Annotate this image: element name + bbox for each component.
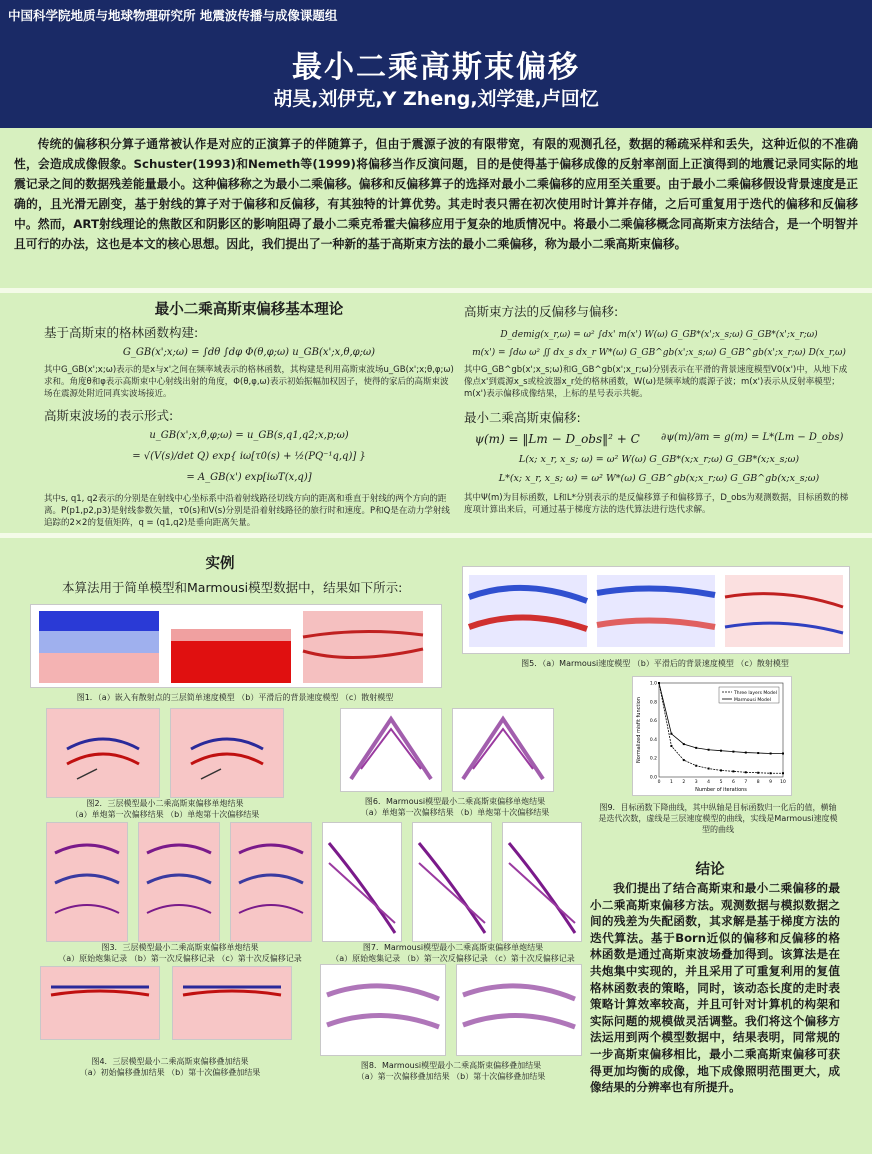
data-point [757,772,759,774]
inverse-note: 其中G_GB^gb(x';x_s;ω)和G_GB^gb(x';x_r;ω)分别表示在平滑的背景速度模型V0(x')中，从地下成像点x'到震源x_s或检波器x_r处的格林函数，W(ω)是频率域的震源子波；m(x')表示从反射率模型；m(x')表示偏移成像结果，上标的星号表示共轭。 [464,365,848,399]
figure-2a [46,708,160,798]
institute-name: 中国科学院地质与地球物理研究所 地震波传播与成像课题组 [8,8,338,23]
figure-8b [456,964,582,1056]
figure-7-caption: 图7．Marmousi模型最小二乘高斯束偏移单炮结果 （a）原始炮集记录 （b）第一次反偏移记录 （c）第十次反偏移记录 [331,943,575,963]
y-tick-label: 0.8 [649,700,657,706]
x-axis-label: Number of iterations [695,787,747,793]
figure-4b [172,966,292,1040]
figure-3-caption: 图3．三层模型最小二乘高斯束偏移单炮结果 （a）原始炮集记录 （b）第一次反偏移记录 （c）第十次反偏移记录 [58,943,302,963]
x-tick-label: 8 [756,780,760,785]
data-point [670,733,672,735]
figure-6a [340,708,442,792]
inverse-formula-1: D_demig(x_r,ω) = ω² ∫dx' m(x') W(ω) G_GB*(x';x_s;ω) G_GB*(x';x_r;ω) [500,330,818,340]
data-point [708,749,710,751]
figure-8a [320,964,446,1056]
beam-formula-3: = A_GB(x') exp[iωT(x,q)] [186,472,312,483]
beam-subtitle: 高斯束波场的表示形式: [44,408,174,423]
data-point [757,752,759,754]
figure-3a [46,822,128,942]
figure-6b [452,708,554,792]
figure-3c [230,822,312,942]
figure-7a [322,822,402,942]
figure-5 [462,566,850,654]
data-point [745,752,747,754]
data-point [695,747,697,749]
green-subtitle: 基于高斯束的格林函数构建: [44,325,199,340]
data-point [695,765,697,767]
x-tick-label: 1 [669,780,673,785]
example-title: 实例 [205,556,235,572]
data-point [683,743,685,745]
data-point [745,771,747,773]
ls-title: 最小二乘高斯束偏移: [464,410,581,425]
x-tick-label: 7 [744,780,748,785]
example-intro: 本算法用于简单模型和Marmousi模型数据中，结果如下所示: [62,580,403,595]
conclusion-title: 结论 [695,862,725,878]
y-tick-label: 0.6 [649,719,657,725]
data-point [770,753,772,755]
conclusion-text: 我们提出了结合高斯束和最小二乘偏移的最小二乘高斯束偏移方法。观测数据与模拟数据之间的残差为失配函数，其求解是基于梯度方法的迭代算法。基于Born近似的偏移和反偏移的格林函数是通过高斯束波场叠加得到。该算法是在共炮集中实现的，并且采用了可重复利用的复值格林函数表的策略，同时，该动态长度的走时表策略计算效率较高，并且可针对计算机的构架和实际问题的规模做灵活调整。我们将这个偏移方法运用到两个模型数据中，结果表明，同常规的一步高斯束偏移相比，最小二乘高斯束偏移可获得更加均衡的成像，地下成像照明范围更大，成像结果的分辨率也有所提升。 [590,881,840,1095]
ls-formula-1b: ∂ψ(m)/∂m = g(m) = L*(Lm − D_obs) [661,432,844,443]
ls-formula-3: L*(x; x_r, x_s; ω) = ω² W*(ω) G_GB^gb(x;x_r;ω) G_GB^gb(x;x_s;ω) [498,473,820,484]
figure-4-caption: 图4．三层模型最小二乘高斯束偏移叠加结果 （a）初始偏移叠加结果 （b）第十次偏移叠加结果 [79,1057,261,1077]
figure-7b [412,822,492,942]
figure-2b [170,708,284,798]
x-tick-label: 6 [731,780,735,785]
theory-panel [44,298,454,529]
ls-formula-2: L(x; x_r, x_s; ω) = ω² W(ω) G_GB*(x;x_r;ω) G_GB*(x;x_s;ω) [518,454,800,465]
x-tick-label: 0 [657,780,661,785]
figure-4a [40,966,160,1040]
data-point [683,759,685,761]
y-axis-label: Normalized misfit function [636,697,642,763]
data-point [670,745,672,747]
y-tick-label: 1.0 [649,681,657,687]
legend-series-1: Three layers Model [734,691,777,696]
ls-note: 其中Ψ(m)为目标函数，L和L*分别表示的是反偏移算子和偏移算子，D_obs为观测数据，目标函数的梯度项计算出来后，可通过基于梯度方法的迭代算法进行迭代求解。 [464,493,849,515]
y-tick-label: 0.2 [649,756,657,762]
poster-title: 最小二乘高斯束偏移 [292,50,580,85]
figure-3b [138,822,220,942]
x-tick-label: 4 [707,780,711,785]
divider [0,288,872,293]
green-formula: G_GB(x';x;ω) = ∫dθ ∫dφ Φ(θ,φ;ω) u_GB(x';x,θ,φ;ω) [122,347,376,358]
inverse-panel [464,302,854,516]
data-point [658,682,660,684]
misfit-chart [633,677,791,795]
beam-formula-2: = √(V(s)/det Q) exp{ iω[τ0(s) + ½(PQ⁻¹q,q)] } [132,451,366,462]
x-tick-label: 5 [719,780,723,785]
figure-2-caption: 图2．三层模型最小二乘高斯束偏移单炮结果 （a）单炮第一次偏移结果 （b）单炮第十次偏移结果 [70,799,260,819]
data-point [782,753,784,755]
divider [0,533,872,538]
ls-formula-1: ψ(m) = ‖Lm − D_obs‖² + C [474,432,640,446]
figure-7c [502,822,582,942]
figure-1-caption: 图1．（a）嵌入有散射点的三层简单速度模型 （b）平滑后的背景速度模型 （c）散射模型 [76,693,394,702]
data-point [708,768,710,770]
inverse-formula-2: m(x') = ∫dω ω² ∬ dx_s dx_r W*(ω) G_GB^gb(x';x_s;ω) G_GB^gb(x';x_r;ω) D(x_r,ω) [472,348,846,358]
data-point [770,772,772,774]
figure-6-caption: 图6．Marmousi模型最小二乘高斯束偏移单炮结果 （a）单炮第一次偏移结果 （b）单炮第十次偏移结果 [360,797,550,817]
figure-9-caption: 图9．目标函数下降曲线，其中纵轴是目标函数归一化后的值，横轴是迭代次数，虚线是三层速度模型的曲线，实线是Marmousi速度模型的曲线 [598,803,838,834]
x-tick-label: 3 [694,780,698,785]
abstract: 传统的偏移积分算子通常被认作是对应的正演算子的伴随算子，但由于震源子波的有限带宽，有限的观测孔径，数据的稀疏采样和丢失，这种近似的不准确性，会造成成像假象。Schuster(1993)和Nemeth等(1999)将偏移当作反演问题，目的是使得基于偏移成像的反射率剖面上正演得到的地震记录同实际的地震记录之间的数据残差能量最小。这种偏移称之为最小二乘偏移。偏移和反偏移算子的选择对最小二乘偏移的应用至关重要。由于最小二乘偏移假设背景速度是正确的，且光滑无剧变，基于射线的算子对于偏移和反偏移，有其独特的计算优势。其走时表只需在初次使用时计算并存储，之后可重复用于迭代的偏移和反偏移中。然而，ART射线理论的焦散区和阴影区的影响阻碍了最小二乘克希霍夫偏移应用于复杂的地质情况中。将最小二乘偏移概念同高斯束方法结合，是一个明智并且可行的办法，这也是本文的核心思想。因此，我们提出了一种新的基于高斯束方法的最小二乘偏移，称为最小二乘高斯束偏移。 [14,137,858,251]
data-point [732,770,734,772]
figure-8-caption: 图8．Marmousi模型最小二乘高斯束偏移叠加结果 （a）第一次偏移叠加结果 （b）第十次偏移叠加结果 [356,1061,546,1081]
figure-5-caption: 图5．（a）Marmousi速度模型 （b）平滑后的背景速度模型 （c）散射模型 [521,659,789,668]
beam-formula-1: u_GB(x';x,θ,φ;ω) = u_GB(s,q1,q2;x,p;ω) [149,430,349,441]
poster-header [0,0,872,128]
inverse-title: 高斯束方法的反偏移与偏移: [464,304,619,319]
x-tick-label: 9 [769,780,773,785]
figure-9-chart [632,676,792,796]
authors: 胡昊,刘伊克,Y Zheng,刘学建,卢回忆 [273,88,599,110]
y-tick-label: 0.0 [649,775,657,781]
x-tick-label: 2 [682,780,686,785]
green-note: 其中G_GB(x';x;ω)表示的是x与x'之间在频率域表示的格林函数，其构建是利用高斯束波场u_GB(x';x;θ,φ;ω)求和。角度θ和φ表示高斯束中心射线出射的角度，Φ(θ,φ,ω)表示初始振幅加权因子，使得的家后的高斯束波场在震源处附近同真实波场接近。 [44,365,454,399]
data-point [720,750,722,752]
data-point [782,772,784,774]
theory-title: 最小二乘高斯束偏移基本理论 [154,302,344,318]
y-tick-label: 0.4 [649,737,657,743]
figure-1 [30,604,442,688]
data-point [732,751,734,753]
legend-series-2: Marmousi Model [734,698,771,703]
x-tick-label: 10 [780,780,786,785]
data-point [720,769,722,771]
beam-note: 其中s, q1, q2表示的分别是在射线中心坐标系中沿着射线路径切线方向的距离和垂直于射线的两个方向的距离。P(p1,p2,p3)是射线参数矢量，τ0(s)和V(s)分别是沿着射线路径的旅行时和速度。P和Q是在动力学射线追踪的2×2的复值矩阵，q = (q1,q2)是垂向距离矢量。 [44,494,450,528]
